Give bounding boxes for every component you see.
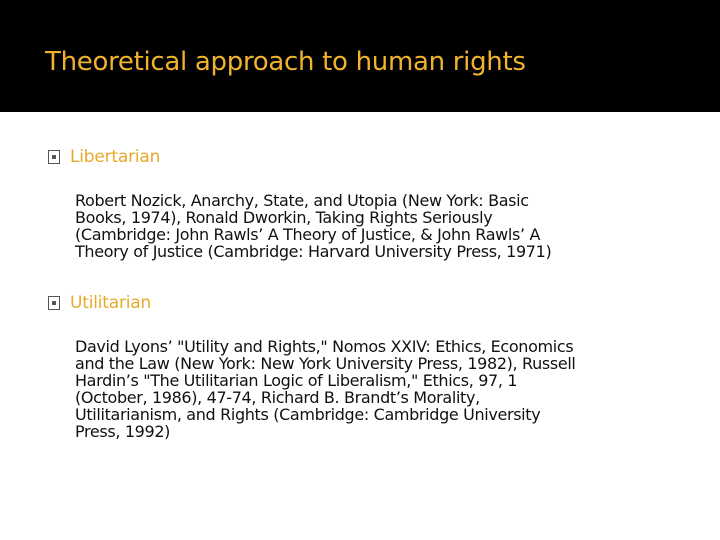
body-line: David Lyons’ "Utility and Rights," Nomos XXIV: Ethics, Economics (75, 337, 574, 356)
square-bullet-icon (48, 296, 60, 310)
square-bullet-icon (48, 150, 60, 164)
section-heading-utilitarian: Utilitarian (70, 293, 152, 313)
body-line: and the Law (New York: New York University Press, 1982), Russell (75, 354, 576, 373)
section-heading-libertarian: Libertarian (70, 147, 161, 167)
body-line: Hardin’s "The Utilitarian Logic of Liberalism," Ethics, 97, 1 (75, 371, 518, 390)
title-bar (0, 0, 720, 112)
body-line: Theory of Justice (Cambridge: Harvard University Press, 1971) (75, 242, 552, 261)
body-line: Utilitarianism, and Rights (Cambridge: Cambridge University (75, 405, 541, 424)
section-body-libertarian (75, 192, 700, 260)
bullet-utilitarian (48, 292, 151, 314)
body-line: Books, 1974), Ronald Dworkin, Taking Rights Seriously (75, 208, 493, 227)
section-body-utilitarian (75, 338, 700, 440)
body-line: (October, 1986), 47-74, Richard B. Brandt’s Morality, (75, 388, 480, 407)
body-line: (Cambridge: John Rawls’ A Theory of Justice, & John Rawls’ A (75, 225, 541, 244)
slide-title: Theoretical approach to human rights (45, 47, 526, 77)
body-line: Press, 1992) (75, 422, 171, 441)
bullet-libertarian (48, 146, 160, 168)
body-line: Robert Nozick, Anarchy, State, and Utopia (New York: Basic (75, 191, 529, 210)
